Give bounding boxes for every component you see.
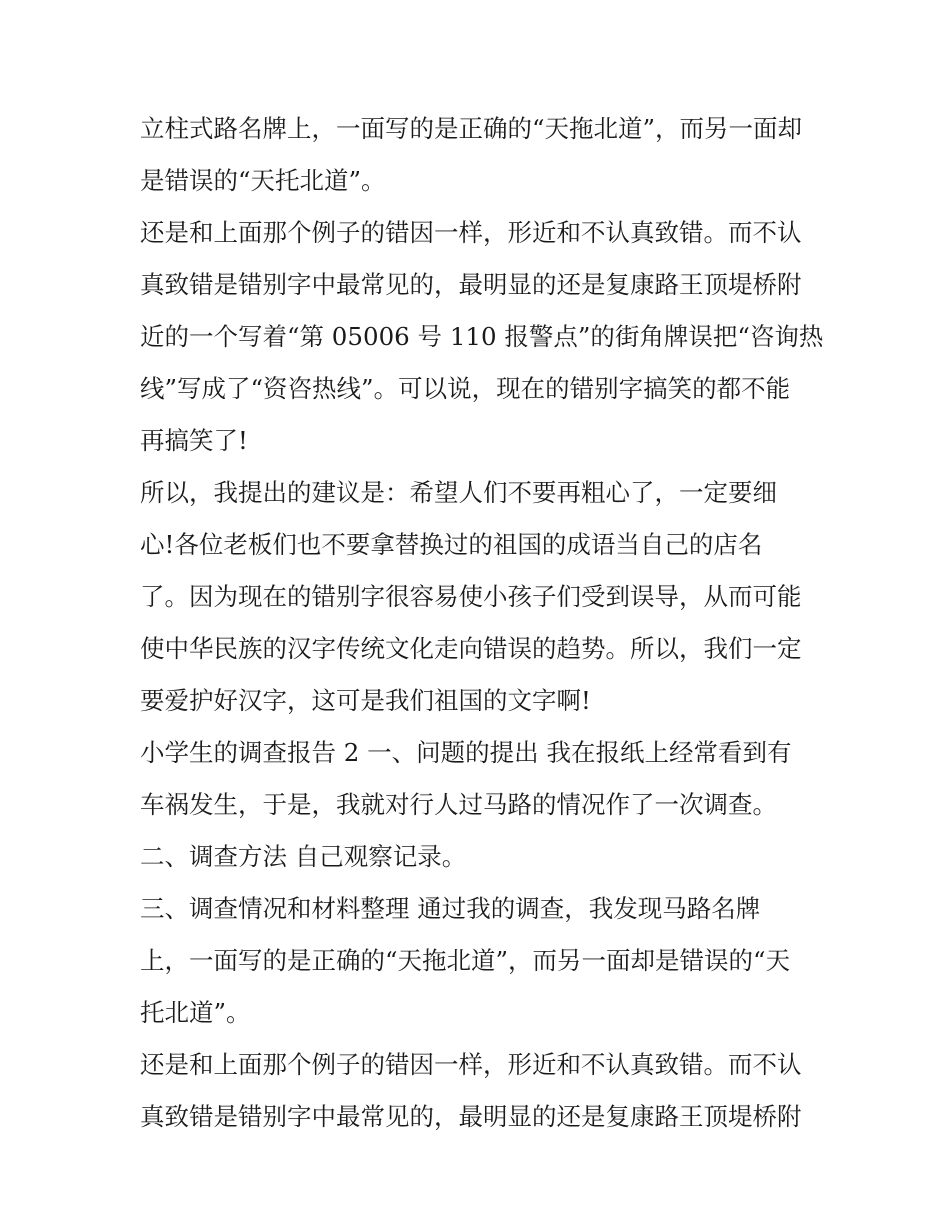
text-line: 了。因为现在的错别字很容易使小孩子们受到误导，从而可能 — [140, 582, 802, 611]
text-line: 二、调查方法 自己观察记录。 — [140, 842, 467, 871]
text-line: 上，一面写的是正确的“天拖北道”，而另一面却是错误的“天 — [140, 946, 791, 975]
text-line: 还是和上面那个例子的错因一样，形近和不认真致错。而不认 — [140, 218, 802, 247]
text-line: 车祸发生，于是，我就对行人过马路的情况作了一次调查。 — [140, 790, 777, 819]
text-line: 真致错是错别字中最常见的，最明显的还是复康路王顶堤桥附 — [140, 1102, 802, 1131]
text-line: 立柱式路名牌上，一面写的是正确的“天拖北道”，而另一面却 — [140, 114, 803, 143]
text-line: 再搞笑了! — [140, 426, 248, 455]
text-line: 近的一个写着“第 05006 号 110 报警点”的街角牌误把“咨询热 — [140, 322, 824, 351]
document-body — [140, 103, 824, 1143]
text-line: 三、调查情况和材料整理 通过我的调查，我发现马路名牌 — [140, 894, 761, 923]
text-line: 使中华民族的汉字传统文化走向错误的趋势。所以，我们一定 — [140, 634, 802, 663]
text-line: 线”写成了“资咨热线”。可以说，现在的错别字搞笑的都不能 — [140, 374, 791, 403]
text-line: 真致错是错别字中最常见的，最明显的还是复康路王顶堤桥附 — [140, 270, 802, 299]
text-line: 所以，我提出的建议是：希望人们不要再粗心了，一定要细 — [140, 478, 777, 507]
text-line: 还是和上面那个例子的错因一样，形近和不认真致错。而不认 — [140, 1050, 802, 1079]
text-line: 小学生的调查报告 2 一、问题的提出 我在报纸上经常看到有 — [140, 738, 792, 767]
text-line: 要爱护好汉字，这可是我们祖国的文字啊! — [140, 686, 591, 715]
text-line: 心!各位老板们也不要拿替换过的祖国的成语当自己的店名 — [140, 530, 763, 559]
text-line: 是错误的“天托北道”。 — [140, 166, 386, 195]
text-line: 托北道”。 — [140, 998, 251, 1027]
